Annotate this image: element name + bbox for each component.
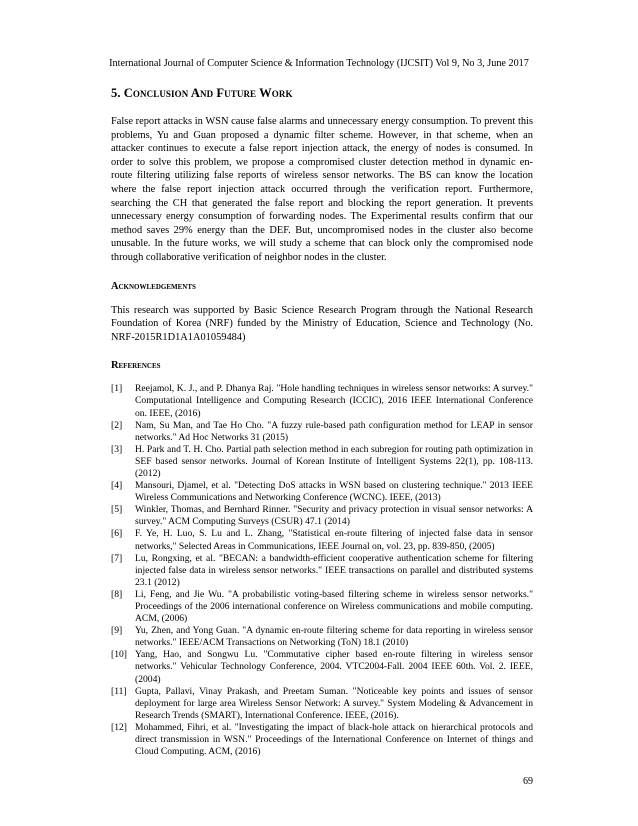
reference-item [111,504,533,528]
reference-text: Reejamol, K. J., and P. Dhanya Raj. "Hole handling techniques in wireless sensor networks: A survey." Computational Intelligence and Computing Research (ICCIC), 2016 IEEE International Conference on. IEEE, (2016) [135,383,533,419]
page-content [111,86,533,758]
references-list [111,383,533,758]
reference-number: [7] [111,552,123,564]
reference-number: [10] [111,649,127,661]
section-title: 5. Conclusion And Future Work [111,86,293,100]
reference-text: Mansouri, Djamel, et al. "Detecting DoS attacks in WSN based on clustering technique." 2013 IEEE Wireless Communications and Networking Conference (WCNC). IEEE, (2013) [135,480,533,504]
reference-item [111,553,533,589]
conclusion-paragraph: False report attacks in WSN cause false alarms and unnecessary energy consumption. To prevent this problems, Yu and Guan proposed a dynamic filter scheme. However, in that scheme, when an attacker continues to execute a false report injection attack, the energy of nodes is consumed. In order to solve this problem, we propose a compromised cluster detection method in dynamic en-route filtering utilizing false reports of wireless sensor networks. The BS can know the location where the false report injection attack occurred through the verification report. Furthermore, searching the CH that generated the false report and blocking the report generation. It prevents unnecessary energy consumption of forwarding nodes. The Experimental results confirm that our method saves 29% energy than the DEF. But, uncompromised nodes in the cluster also become unusable. In the future works, we will study a scheme that can block only the compromised node through collaborative verification of neighbor nodes in the cluster. [111,116,533,263]
reference-item [111,649,533,685]
reference-number: [11] [111,685,127,697]
reference-number: [12] [111,721,127,733]
reference-item [111,722,533,758]
reference-item [111,480,533,504]
reference-item [111,383,533,419]
reference-text: Gupta, Pallavi, Vinay Prakash, and Preetam Suman. "Noticeable key points and issues of sensor deployment for large area Wireless Sensor Network: A survey." System Modeling & Advancement in Research Trends (SMART), International Conference. IEEE, (2016). [135,685,533,721]
acknowledgements-paragraph: This research was supported by Basic Science Research Program through the National Research Foundation of Korea (NRF) funded by the Ministry of Education, Science and Technology (No. NRF-2015R1D1A1A01059484) [111,304,533,343]
reference-item [111,625,533,649]
reference-number: [1] [111,383,123,395]
reference-item [111,444,533,480]
reference-item [111,528,533,552]
acknowledgements-heading: Acknowledgements [111,280,196,292]
reference-number: [9] [111,625,123,637]
reference-number: [2] [111,419,123,431]
reference-item [111,589,533,625]
reference-number: [6] [111,528,123,540]
reference-text: Nam, Su Man, and Tae Ho Cho. "A fuzzy rule-based path configuration method for LEAP in sensor networks." Ad Hoc Networks 31 (2015) [135,419,533,443]
reference-number: [3] [111,443,123,455]
reference-text: F. Ye, H. Luo, S. Lu and L. Zhang, "Statistical en-route filtering of injected false data in sensor networks," Selected Areas in Communications, IEEE Journal on, vol. 23, pp. 839-850, (2005) [135,528,533,552]
reference-number: [4] [111,480,123,492]
reference-number: [5] [111,504,123,516]
journal-header: International Journal of Computer Science & Information Technology (IJCSIT) Vol 9, No 3, June 2017 [109,58,529,69]
page-number: 69 [523,776,533,787]
reference-number: [8] [111,588,123,600]
reference-text: Winkler, Thomas, and Bernhard Rinner. "Security and privacy protection in visual sensor networks: A survey." ACM Computing Surveys (CSUR) 47.1 (2014) [135,504,533,528]
reference-item [111,420,533,444]
reference-text: Yu, Zhen, and Yong Guan. "A dynamic en-route filtering scheme for data reporting in wireless sensor networks." IEEE/ACM Transactions on Networking (ToN) 18.1 (2010) [135,625,533,649]
reference-text: Lu, Rongxing, et al. "BECAN: a bandwidth-efficient cooperative authentication scheme for filtering injected false data in wireless sensor networks." IEEE transactions on parallel and distributed systems 23.1 (2012) [135,552,533,588]
reference-text: Mohammed, Fihri, et al. "Investigating the impact of black-hole attack on hierarchical protocols and direct transmission in WSN." Proceedings of the International Conference on Internet of things and Cloud Computing. ACM, (2016) [135,721,533,758]
reference-text: Yang, Hao, and Songwu Lu. "Commutative cipher based en-route filtering in wireless sensor networks." Vehicular Technology Conference, 2004. VTC2004-Fall. 2004 IEEE 60th. Vol. 2. IEEE, (2004) [135,649,533,685]
reference-text: Li, Feng, and Jie Wu. "A probabilistic voting-based filtering scheme in wireless sensor networks." Proceedings of the 2006 international conference on Wireless communications and mobile computing. ACM, (2006) [135,588,533,625]
reference-text: H. Park and T. H. Cho. Partial path selection method in each subregion for routing path optimization in SEF based sensor networks. Journal of Korean Institute of Intelligent Systems 22(1), pp. 108-113. (2012) [135,443,533,479]
references-heading: References [111,360,161,372]
reference-item [111,686,533,722]
